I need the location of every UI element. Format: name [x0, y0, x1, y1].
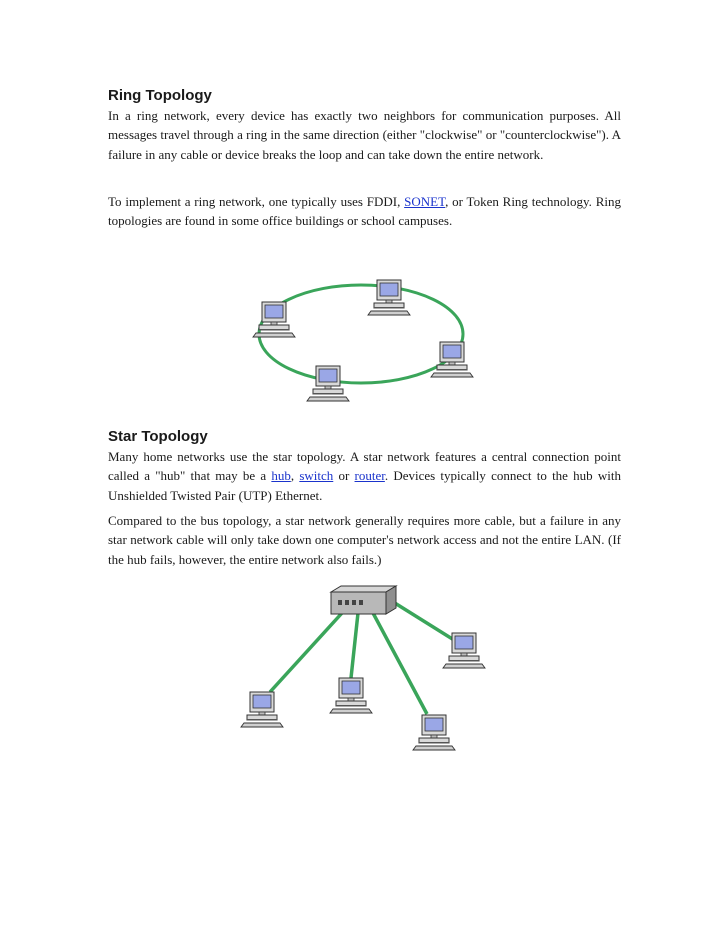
star-p1-sep-1: ,	[290, 468, 300, 484]
ring-p2-text-after: , or Token Ring technology. Ring topologies are found in some office buildings or school campuses.	[108, 194, 621, 229]
star-p1-text-before: Many home networks use the star topology. A star network features a central connection point called a "hub" that may be a	[108, 449, 621, 484]
star-cable-left	[270, 613, 342, 692]
star-paragraph-2: Compared to the bus topology, a star network generally requires more cable, but a failure in any star network cable will only take down one computer's network access and not the entire LAN. (If the hub fails, however, the entire network also fails.)	[108, 513, 621, 567]
star-computer-center	[330, 678, 372, 713]
star-hub	[331, 586, 396, 614]
sonet-link[interactable]: SONET	[404, 194, 446, 209]
star-computer-bottom-right	[413, 715, 455, 750]
hub-link[interactable]: hub	[271, 468, 291, 484]
ring-p2-text-before: To implement a ring network, one typically uses FDDI,	[108, 194, 405, 209]
star-topology-heading: Star Topology	[108, 428, 208, 445]
star-cable-center	[351, 613, 358, 678]
star-cable-bottom-right	[373, 613, 427, 714]
ring-paragraph-1: In a ring network, every device has exactly two neighbors for communication purposes. All messages travel through a ring in the same direction (either "clockwise" or "counterclockwise"). A failure in any cable or device breaks the loop and can take down the entire network.	[108, 108, 621, 162]
router-link[interactable]: router	[354, 468, 385, 484]
switch-link[interactable]: switch	[299, 468, 334, 484]
star-p1-text-after: . Devices typically connect to the hub with Unshielded Twisted Pair (UTP) Ethernet.	[108, 468, 621, 503]
star-p1-sep-2: or	[333, 468, 355, 484]
ring-topology-heading: Ring Topology	[108, 87, 212, 104]
star-computer-left	[241, 692, 283, 727]
star-cable-right	[390, 600, 454, 640]
